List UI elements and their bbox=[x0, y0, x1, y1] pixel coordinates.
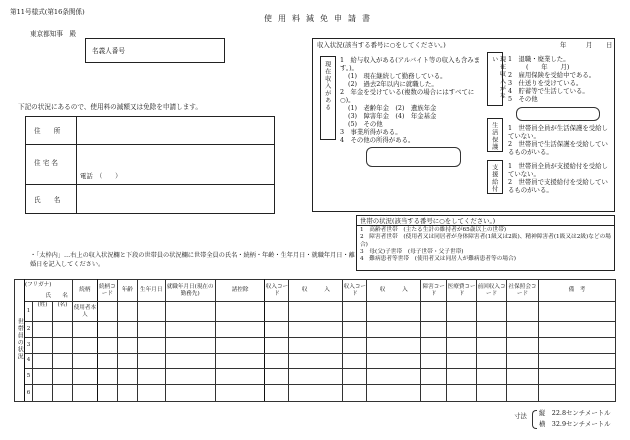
none-item: 3 仕送りを受けている。 bbox=[508, 79, 583, 87]
remarks-header: 備 考 bbox=[539, 280, 616, 302]
relation-header: 続柄 bbox=[72, 280, 97, 302]
income-code2-header: 収入コード bbox=[343, 280, 367, 302]
present-item: (1) 老齢年金 (2) 遺族年金 bbox=[348, 104, 437, 112]
date-day: 日 bbox=[606, 41, 613, 49]
row-number: 1 bbox=[24, 302, 32, 322]
none-other-bracket bbox=[516, 107, 600, 121]
present-item: 2 年金を受けている(複数の場合にはすべてに○)。 bbox=[340, 88, 475, 104]
household-item: 3 母(父)子世帯 (母子世帯・父子世帯) bbox=[360, 248, 464, 255]
household-list bbox=[360, 227, 612, 263]
form-number: 第11号様式(第16条関係) bbox=[10, 8, 85, 16]
deduction-header: 諸控除 bbox=[215, 280, 265, 302]
disability-code-header: 障害コード bbox=[421, 280, 447, 302]
present-item: (1) 現在継続して勤務している。 bbox=[348, 72, 447, 80]
other-income-bracket bbox=[366, 147, 461, 167]
date-year: 年 bbox=[560, 41, 567, 49]
present-item: 4 その他の所得がある。 bbox=[340, 136, 415, 144]
household-item: 2 障害者世帯 (使用者又は同居者が身体障害者(1級又は2級)、精神障害者(1級又は2級)などの場合) bbox=[360, 234, 611, 248]
surname-label: (姓) bbox=[32, 302, 52, 322]
none-item: 2 雇用保険を受給中である。 bbox=[508, 71, 596, 79]
row-number: 4 bbox=[24, 353, 32, 369]
size-vertical: 縦 22.8センチメートル bbox=[539, 409, 611, 417]
birth-header: 生年月日 bbox=[137, 280, 165, 302]
household-item: 1 高齢者世帯 (主たる生計の維持者が65歳以上の世帯) bbox=[360, 227, 507, 233]
row-number: 2 bbox=[24, 322, 32, 338]
user-self-label: 使用者本人 bbox=[72, 302, 97, 322]
support-item: 1 世帯員全員が支援給付を受給していない。 bbox=[508, 162, 608, 178]
present-income-list bbox=[340, 56, 485, 144]
income2-header: 収 入 bbox=[367, 280, 421, 302]
name-field[interactable] bbox=[78, 186, 272, 212]
income-header: 収入状況(該当する番号に○をしてください。) bbox=[317, 41, 446, 49]
present-income-tag bbox=[320, 56, 336, 140]
furigana-header: (フリガナ) bbox=[24, 280, 72, 292]
address-field[interactable] bbox=[78, 119, 272, 143]
size-label: 寸法 bbox=[514, 412, 527, 420]
name-header: 氏 名 bbox=[24, 291, 72, 302]
present-income-label: 現在収入がある bbox=[323, 61, 331, 112]
date-month: 月 bbox=[586, 41, 593, 49]
none-item: ( 年 月) bbox=[526, 63, 570, 71]
welfare-list bbox=[508, 124, 613, 156]
income1-header: 収 入 bbox=[289, 280, 343, 302]
row-number: 6 bbox=[24, 385, 32, 402]
support-list bbox=[508, 162, 613, 194]
present-item: (5) その他 bbox=[348, 120, 383, 128]
row-number: 5 bbox=[24, 369, 32, 385]
nominal-number-label: 名義人番号 bbox=[92, 47, 125, 55]
members-side-label: 世帯員の状況 bbox=[15, 280, 25, 402]
age-header: 年齢 bbox=[117, 280, 137, 302]
no-income-label: 現在収入がない bbox=[490, 56, 506, 100]
welfare-label: 生活保護 bbox=[490, 122, 498, 151]
support-item: 2 世帯員で支援給付を受給しているものがいる。 bbox=[508, 178, 608, 194]
page-title: 使用料減免申請書 bbox=[264, 14, 376, 23]
income-code1-header: 収入コード bbox=[265, 280, 289, 302]
welfare-item: 1 世帯員全員が生活保護を受給していない。 bbox=[508, 124, 608, 140]
none-item: 5 その他 bbox=[508, 95, 538, 103]
present-item: (3) 障害年金 (4) 年金基金 bbox=[348, 112, 437, 120]
instruction-note: ・「太枠内」…右上の収入状況欄と下段の世帯員の状況欄に世帯全員の氏名・続柄・年齢・生年月日・就職年月日・離婚日を記入してください。 bbox=[30, 252, 355, 268]
statement: 下記の状況にあるので、使用料の減額又は免除を申請します。 bbox=[18, 103, 202, 111]
nominal-number-box bbox=[85, 38, 225, 63]
employment-header: 就職年月日(現在の勤務先) bbox=[165, 280, 215, 302]
row-number: 3 bbox=[24, 337, 32, 353]
no-income-list bbox=[508, 55, 613, 103]
residence-field[interactable] bbox=[78, 146, 272, 166]
present-item: 3 事業所得がある。 bbox=[340, 128, 402, 136]
household-members-table bbox=[14, 279, 616, 402]
phone-label: 電話 （ ） bbox=[80, 172, 122, 180]
household-status-box bbox=[356, 215, 615, 271]
addressee: 東京都知事 殿 bbox=[30, 30, 77, 38]
household-item: 4 難病患者等世帯 (使用者又は同居人が難病患者等の場合) bbox=[360, 256, 516, 263]
none-item: 1 退職・廃業した。 bbox=[508, 55, 570, 63]
name-label: 氏 名 bbox=[34, 196, 61, 204]
given-label: (名) bbox=[52, 302, 72, 322]
support-label: 支援給付 bbox=[490, 164, 498, 193]
no-income-tag bbox=[487, 52, 506, 106]
size-horizontal: 横 32.9センチメートル bbox=[539, 420, 611, 428]
present-item: (2) 過去2年以内に就職した。 bbox=[348, 80, 438, 88]
none-item: 4 貯蓄等で生活している。 bbox=[508, 87, 589, 95]
applicant-box bbox=[25, 116, 275, 214]
medical-code-header: 医療費コード bbox=[447, 280, 477, 302]
prev-income-code-header: 前回収入コード bbox=[477, 280, 507, 302]
welfare-tag bbox=[487, 118, 503, 152]
address-label: 住 所 bbox=[34, 127, 61, 135]
relation-code-header: 続柄コード bbox=[97, 280, 117, 302]
support-tag bbox=[487, 160, 503, 194]
social-ins-code-header: 社保照会コード bbox=[507, 280, 539, 302]
present-item: 1 給与収入がある(アルバイト等の収入も含みます。)。 bbox=[340, 56, 481, 72]
household-header: 世帯の状況(該当する番号に○をしてください。) bbox=[360, 217, 496, 225]
residence-label: 住 宅 名 bbox=[34, 159, 58, 167]
welfare-item: 2 世帯員で生活保護を受給しているものがいる。 bbox=[508, 140, 608, 156]
